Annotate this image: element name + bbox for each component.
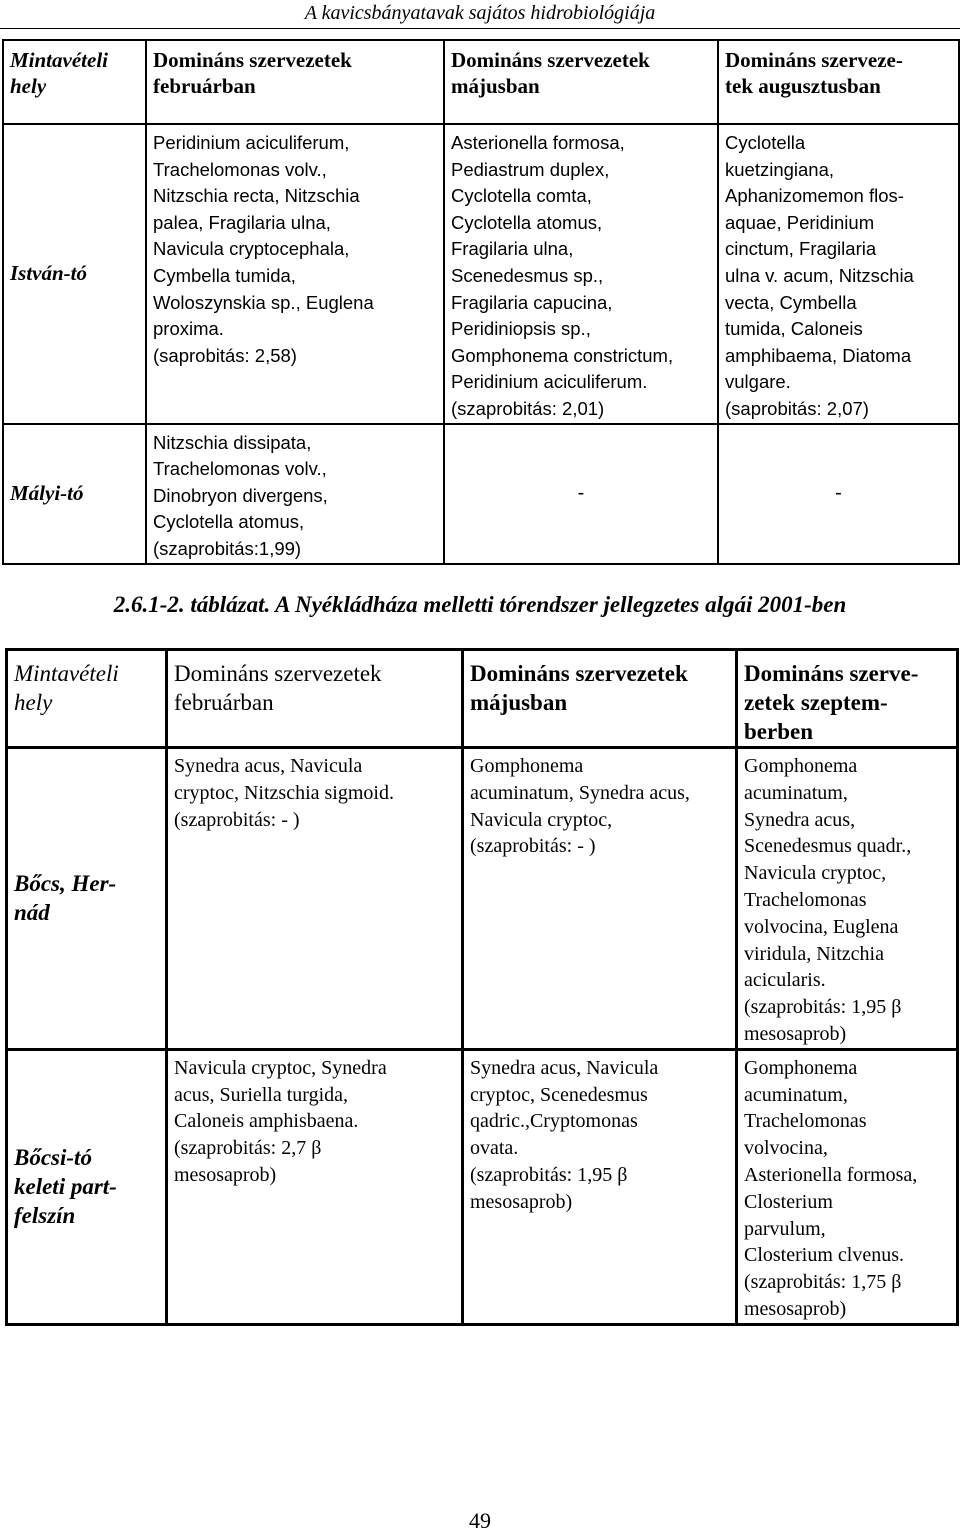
cell-line: Trachelomonas [744,1110,867,1133]
cell-line: (szaprobitás: 2,01) [451,397,605,419]
aug-cell: - [718,424,959,564]
table2-header-feb: Domináns szervezetek februárban [167,650,463,748]
cell-line: keleti part- [14,1174,117,1200]
cell-line: acuminatum, Synedra acus, [470,781,690,804]
cell-line: Synedra acus, Navicula [174,755,363,777]
cell-line: Closterium [744,1190,833,1213]
cell-line: volvocina, [744,1137,828,1160]
cell-line: (saprobitás: 2,07) [725,397,869,419]
table-caption: 2.6.1-2. táblázat. A Nyékládháza melletti tórendszer jellegzetes algái 2001-ben [113,592,847,617]
cell-line: Fragilaria capucina, [451,291,613,313]
table2-header-may: Domináns szervezetek májusban [463,650,737,748]
may-cell [463,748,737,1050]
cell-line: (szaprobitás: 1,75 β [744,1271,902,1294]
cell-line: felszín [14,1203,76,1229]
cell-line: Cymbella tumida, [153,264,296,286]
cell-line: cryptoc, Scenedesmus [470,1083,648,1106]
header-rule [0,28,960,29]
cell-line: Fragilaria ulna, [451,238,574,260]
cell-line: acus, Suriella turgida, [174,1083,349,1106]
cell-line: tumida, Caloneis [725,318,863,340]
cell-line: palea, Fragilaria ulna, [153,211,331,233]
feb-cell [146,124,444,424]
cell-line: (szaprobitás:1,99) [153,537,302,559]
cell-line: Synedra acus, Navicula [470,1056,659,1079]
table-row [7,748,958,1050]
cell-line: Nitzschia dissipata, [153,431,312,453]
cell-line: cinctum, Fragilaria [725,238,877,260]
cell-line: (szaprobitás: 1,95 β [744,996,902,1019]
cell-line: Gomphonema [470,755,584,777]
cell-line: Navicula cryptoc, [470,808,613,831]
cell-line: Nitzschia recta, Nitzschia [153,185,360,207]
cell-line: viridula, Nitzchia [744,942,884,965]
cell-line: Cyclotella comta, [451,185,592,207]
cell-line: qadric.,Cryptomonas [470,1110,638,1133]
place-cell: Mályi-tó [3,424,146,564]
sep-cell [737,1049,958,1324]
place-cell [7,1049,167,1324]
table1-header-may: Domináns szervezetek májusban [444,40,718,124]
table1-header-place: Mintavételi hely [3,40,146,124]
cell-line: (szaprobitás: 2,7 β [174,1137,322,1160]
cell-line: ulna v. acum, Nitzschia [725,264,914,286]
cell-line: Navicula cryptoc, Synedra [174,1056,387,1079]
cell-line: (szaprobitás: - ) [470,835,596,858]
cell-line: Cyclotella atomus, [451,211,603,233]
cell-line: Caloneis amphisbaena. [174,1110,359,1133]
cell-line: Gomphonema constrictum, [451,344,674,366]
cell-line: Peridinium aciculiferum. [451,371,648,393]
cell-line: cryptoc, Nitzschia sigmoid. [174,781,394,804]
cell-line: Trachelomonas volv., [153,158,327,180]
may-cell: - [444,424,718,564]
cell-line: Closterium clvenus. [744,1244,904,1267]
cell-line: nád [14,900,50,926]
cell-line: mesosaprob) [174,1163,277,1186]
cell-line: volvocina, Euglena [744,915,899,938]
cell-line: Pediastrum duplex, [451,158,610,180]
may-cell [463,1049,737,1324]
cell-line: Synedra acus, [744,808,856,831]
cell-line: Asterionella formosa, [744,1163,918,1186]
cell-line: Cyclotella atomus, [153,511,305,533]
cell-line: Woloszynskia sp., Euglena [153,291,374,313]
sep-cell [737,748,958,1050]
cell-line: mesosaprob) [744,1022,847,1045]
table2-header-row [7,650,958,748]
cell-line: vulgare. [725,371,791,393]
cell-line: mesosaprob) [744,1297,847,1320]
cell-line: aquae, Peridinium [725,211,875,233]
cell-line: mesosaprob) [470,1190,573,1213]
cell-line: ovata. [470,1137,519,1160]
cell-line: Asterionella formosa, [451,132,625,153]
cell-line: parvulum, [744,1217,826,1240]
cell-line: Cyclotella [725,132,806,153]
feb-cell [146,424,444,564]
cell-line: Peridiniopsis sp., [451,318,591,340]
cell-line: amphibaema, Diatoma [725,344,912,366]
table2-header-place: Mintavételi hely [7,650,167,748]
place-cell: István-tó [3,124,146,424]
aug-cell [718,124,959,424]
cell-line: acuminatum, [744,781,848,804]
table-row [7,1049,958,1324]
table2-header-sep: Domináns szerve- zetek szeptem- berben [737,650,958,748]
cell-line: (szaprobitás: - ) [174,808,300,831]
cell-line: Navicula cryptoc, [744,862,887,885]
cell-line: (szaprobitás: 1,95 β [470,1163,628,1186]
place-cell [7,748,167,1050]
cell-line: proxima. [153,318,224,340]
algae-table-2 [5,648,959,1326]
table1-header-feb: Domináns szervezetek februárban [146,40,444,124]
cell-line: Dinobryon divergens, [153,484,328,506]
cell-line: (saprobitás: 2,58) [153,344,297,366]
cell-line: Gomphonema [744,1056,858,1079]
table-row [3,124,959,424]
feb-cell [167,748,463,1050]
cell-line: acicularis. [744,969,826,992]
cell-line: Scenedesmus quadr., [744,835,912,858]
cell-line: Trachelomonas volv., [153,458,327,480]
table1-header-aug: Domináns szerveze- tek augusztusban [718,40,959,124]
cell-line: kuetzingiana, [725,158,835,180]
cell-line: acuminatum, [744,1083,848,1106]
page-number: 49 [469,1508,491,1533]
cell-line: Trachelomonas [744,888,867,911]
cell-line: vecta, Cymbella [725,291,857,313]
cell-line: Peridinium aciculiferum, [153,132,350,153]
cell-line: Scenedesmus sp., [451,264,604,286]
algae-table-1 [2,39,960,565]
cell-line: Aphanizomemon flos- [725,185,904,207]
may-cell [444,124,718,424]
cell-line: Bőcs, Her- [14,871,117,897]
running-header: A kavicsbányatavak sajátos hidrobiológiája [304,2,656,24]
cell-line: Bőcsi-tó [14,1145,92,1171]
cell-line: Navicula cryptocephala, [153,238,350,260]
table-row [3,424,959,564]
table1-header-row [3,40,959,124]
feb-cell [167,1049,463,1324]
cell-line: Gomphonema [744,755,858,777]
